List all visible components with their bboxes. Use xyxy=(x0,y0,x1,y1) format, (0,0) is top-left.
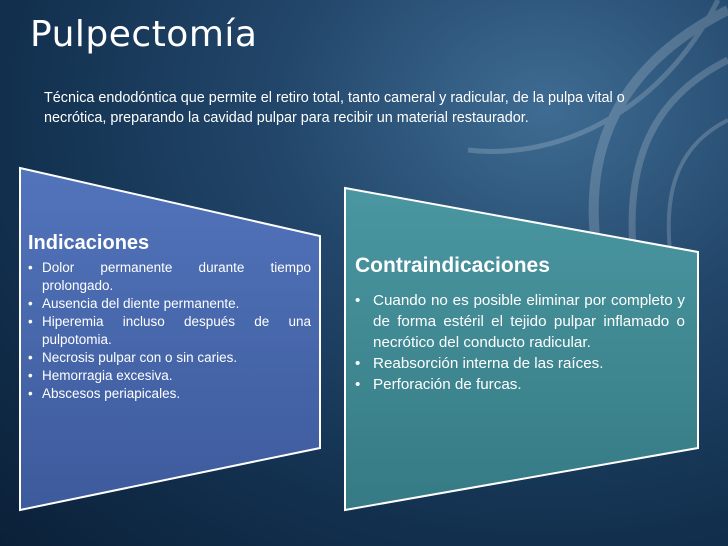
indicaciones-item: • Hemorragia excesiva. xyxy=(28,367,311,385)
indicaciones-item: • Dolor permanente durante tiempo prolongado. xyxy=(28,259,311,295)
slide-title: Pulpectomía xyxy=(30,14,258,55)
contraindicaciones-item: • Reabsorción interna de las raíces. xyxy=(355,353,685,374)
indicaciones-item: • Hiperemia incluso después de una pulpotomia. xyxy=(28,313,311,349)
indicaciones-section xyxy=(28,232,311,403)
indicaciones-item: • Necrosis pulpar con o sin caries. xyxy=(28,349,311,367)
contraindicaciones-heading: Contraindicaciones xyxy=(355,254,550,277)
indicaciones-heading: Indicaciones xyxy=(28,232,150,254)
indicaciones-item: • Ausencia del diente permanente. xyxy=(28,295,311,313)
indicaciones-item: • Abscesos periapicales. xyxy=(28,385,311,403)
contraindicaciones-section xyxy=(355,254,685,395)
contraindicaciones-item: • Cuando no es posible eliminar por completo y de forma estéril el tejido pulpar inflamado o necrótico del conducto radicular. xyxy=(355,290,685,353)
indicaciones-list xyxy=(28,259,311,403)
intro-text: Técnica endodóntica que permite el retiro total, tanto cameral y radicular, de la pulpa vital o necrótica, preparando la cavidad pulpar para recibir un material restaurador. xyxy=(44,90,625,126)
contraindicaciones-list xyxy=(355,290,685,395)
contraindicaciones-item: • Perforación de furcas. xyxy=(355,374,685,395)
